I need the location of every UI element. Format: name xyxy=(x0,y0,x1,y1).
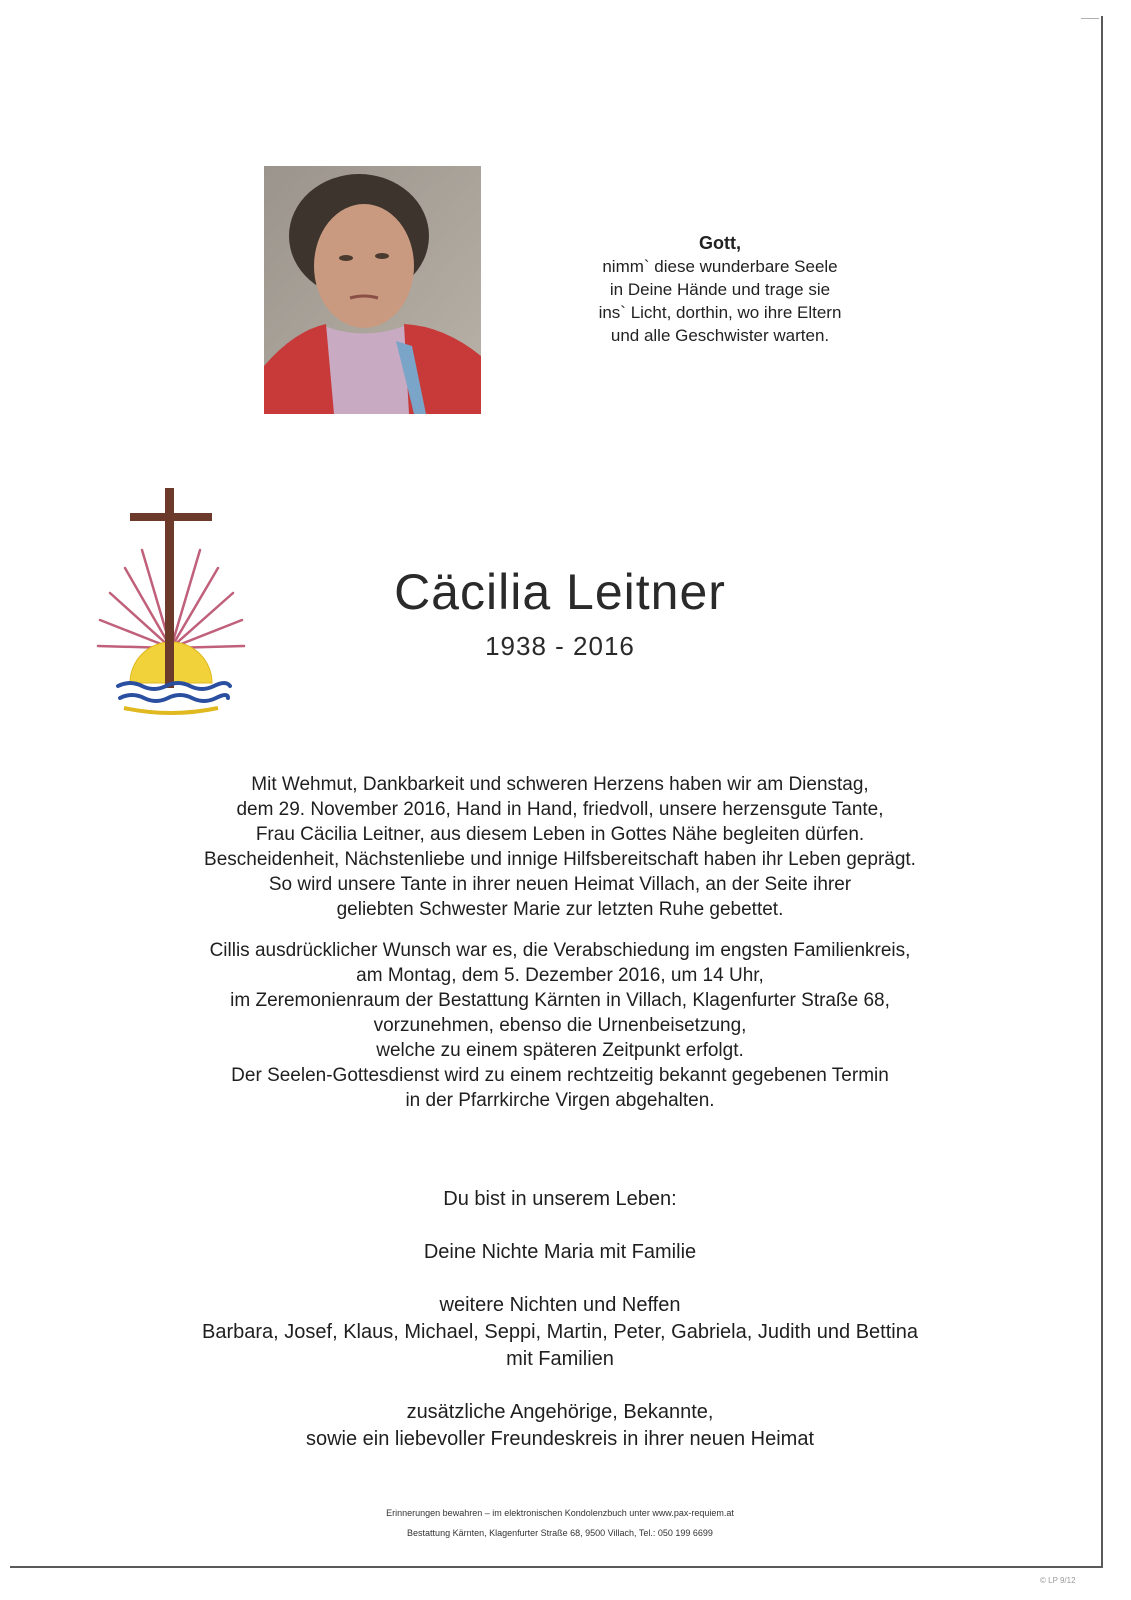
paragraph-line: Mit Wehmut, Dankbarkeit und schweren Herzens haben wir am Dienstag, xyxy=(251,774,869,795)
footer-address-line: Bestattung Kärnten, Klagenfurter Straße 68, 9500 Villach, Tel.: 050 199 6699 xyxy=(407,1528,713,1538)
quote-title: Gott, xyxy=(699,233,741,253)
paragraph-line: am Montag, dem 5. Dezember 2016, um 14 Uhr, xyxy=(356,965,764,986)
corner-code: © LP 9/12 xyxy=(1040,1576,1076,1585)
paragraph-line: welche zu einem späteren Zeitpunkt erfolgt. xyxy=(376,1040,744,1061)
life-dates: 1938 - 2016 xyxy=(485,631,635,661)
quote-line: in Deine Hände und trage sie xyxy=(609,280,831,299)
quote-line: nimm` diese wunderbare Seele xyxy=(602,257,838,276)
quote-block xyxy=(560,232,880,347)
paragraph-line: Cillis ausdrücklicher Wunsch war es, die Verabschiedung im engsten Familienkreis, xyxy=(209,940,911,961)
mourners-niece: Deine Nichte Maria mit Familie xyxy=(423,1241,697,1263)
paragraph-line: Der Seelen-Gottesdienst wird zu einem rechtzeitig bekannt gegebenen Termin xyxy=(231,1065,889,1086)
mourners-others-names: Barbara, Josef, Klaus, Michael, Seppi, Martin, Peter, Gabriela, Judith und Bettina xyxy=(202,1321,918,1343)
mourners-others-title: weitere Nichten und Neffen xyxy=(439,1294,681,1316)
mourners-others-suffix: mit Familien xyxy=(506,1348,614,1370)
quote-line: ins` Licht, dorthin, wo ihre Eltern xyxy=(598,303,842,322)
paragraph-line: im Zeremonienraum der Bestattung Kärnten in Villach, Klagenfurter Straße 68, xyxy=(230,990,890,1011)
announcement-paragraph xyxy=(150,772,970,922)
paragraph-line: geliebten Schwester Marie zur letzten Ruhe gebettet. xyxy=(336,899,784,920)
paragraph-line: in der Pfarrkirche Virgen abgehalten. xyxy=(405,1090,715,1111)
mourners-extended-2: sowie ein liebevoller Freundeskreis in ihrer neuen Heimat xyxy=(305,1428,815,1450)
portrait-photo xyxy=(264,166,481,414)
paragraph-line: Bescheidenheit, Nächstenliebe und innige Hilfsbereitschaft haben ihr Leben geprägt. xyxy=(204,849,916,870)
deceased-name: Cäcilia Leitner xyxy=(394,564,726,620)
frame-right-border xyxy=(1101,16,1103,1568)
paragraph-line: Frau Cäcilia Leitner, aus diesem Leben in Gottes Nähe begleiten dürfen. xyxy=(255,824,865,845)
paragraph-line: So wird unsere Tante in ihrer neuen Heimat Villach, an der Seite ihrer xyxy=(268,874,852,895)
paragraph-line: vorzunehmen, ebenso die Urnenbeisetzung, xyxy=(373,1015,747,1036)
frame-bottom-border xyxy=(10,1566,1103,1568)
farewell-paragraph xyxy=(150,938,970,1113)
footer-condolence-line: Erinnerungen bewahren – im elektronischen Kondolenzbuch unter www.pax-requiem.at xyxy=(386,1508,734,1518)
paragraph-line: dem 29. November 2016, Hand in Hand, friedvoll, unsere herzensgute Tante, xyxy=(236,799,884,820)
quote-line: und alle Geschwister warten. xyxy=(610,326,830,345)
mourners-extended-1: zusätzliche Angehörige, Bekannte, xyxy=(406,1401,714,1423)
mourners-intro: Du bist in unserem Leben: xyxy=(443,1188,677,1210)
frame-corner-mark xyxy=(1081,18,1099,37)
cross-sunrise-icon xyxy=(90,488,252,738)
